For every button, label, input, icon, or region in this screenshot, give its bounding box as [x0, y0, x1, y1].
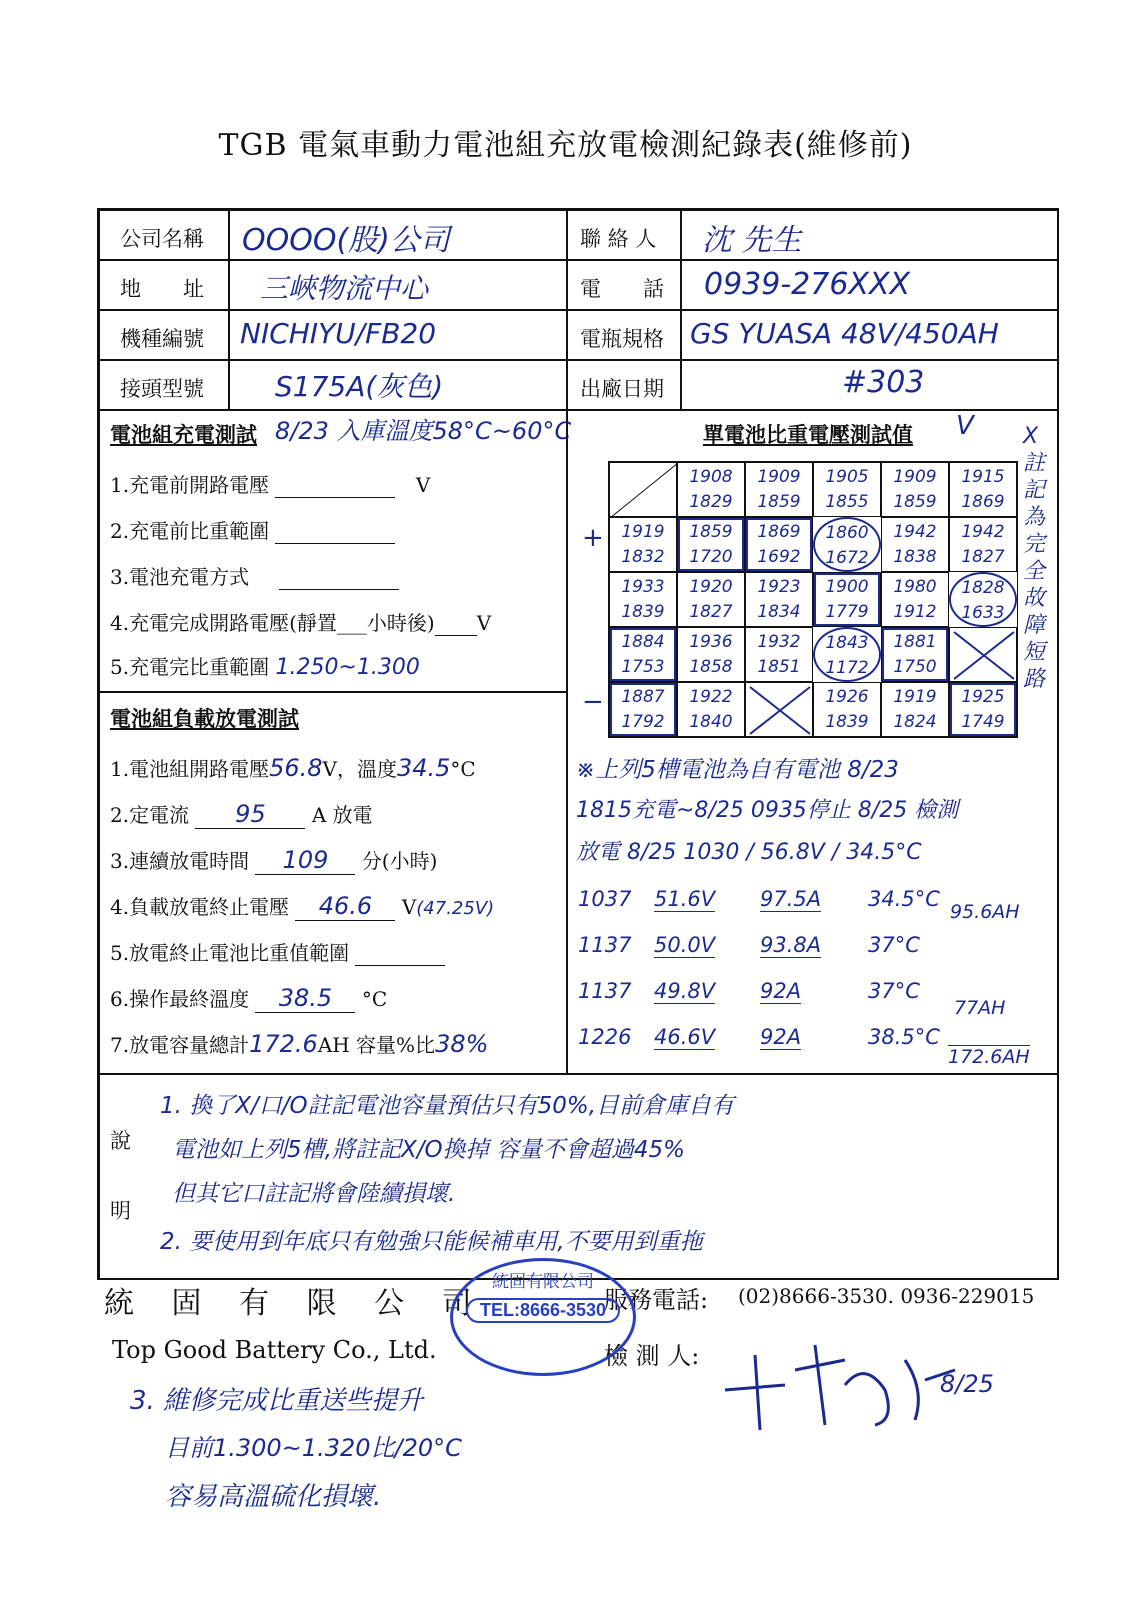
voltage-value: 1753 [621, 657, 665, 677]
side-note: X註記為完全故障短路 [1023, 424, 1046, 692]
company-label: 公司名稱 [120, 227, 204, 251]
seal-tel: TEL:8666-3530 [466, 1298, 620, 1323]
discharge-heading: 電池組負載放電測試 [110, 706, 299, 731]
model-value: NICHIYU/FB20 [240, 317, 437, 350]
specific-gravity-value: 1923 [757, 577, 801, 597]
discharge-item-7 [110, 1029, 488, 1058]
cell-grid [608, 461, 1018, 738]
voltage-value: 1859 [893, 492, 937, 512]
log-time: 1226 [578, 1025, 632, 1049]
specific-gravity-value: 1843 [825, 633, 869, 653]
plus-terminal-label: + [582, 523, 604, 553]
specific-gravity-value: 1942 [893, 522, 937, 542]
inspector-label: 檢 測 人: [604, 1342, 700, 1370]
log-t: 37°C [868, 933, 920, 957]
capacity-percent-value: 38% [435, 1030, 489, 1058]
signature-date: 8/25 [940, 1370, 994, 1398]
service-label: 服務電話: [604, 1286, 709, 1314]
voltage-value: 1633 [961, 603, 1005, 623]
specific-gravity-value: 1942 [961, 522, 1005, 542]
notes-section [99, 1074, 1059, 1280]
connector-value-cell [229, 360, 567, 410]
cell-reading [745, 627, 813, 682]
cell-reading [609, 627, 677, 682]
specific-gravity-value: 1933 [621, 577, 665, 597]
end-voltage-value: 46.6 [295, 892, 395, 921]
specific-gravity-value: 1909 [757, 467, 801, 487]
discharge-item-label: 2.定電流 [110, 803, 190, 827]
cell-reading [881, 572, 949, 627]
date-value-cell [681, 360, 1059, 410]
battery-value: GS YUASA 48V/450AH [690, 317, 999, 350]
unit: V，溫度 [322, 757, 397, 781]
cell-reading [745, 572, 813, 627]
voltage-value: 1859 [757, 492, 801, 512]
discharge-item-label: 6.操作最終溫度 [110, 987, 250, 1011]
cell-reading [677, 462, 745, 517]
voltage-value: 1779 [825, 602, 869, 622]
blank-line [355, 965, 445, 966]
cell-reading [881, 462, 949, 517]
note-1c: 但其它口註記將會陸續損壞. [172, 1181, 456, 1207]
charge-item-4 [110, 607, 491, 636]
log-sum-2: 77AH [954, 997, 1006, 1019]
open-voltage-value: 56.8 [269, 754, 323, 782]
notes-label-2: 明 [110, 1199, 131, 1223]
specific-gravity-value: 1859 [689, 522, 733, 542]
specific-gravity-value: 1932 [757, 632, 801, 652]
charge-item-5 [110, 651, 420, 680]
log-a: 97.5A [760, 887, 822, 911]
voltage-value: 1912 [893, 602, 937, 622]
voltage-value: 1749 [961, 712, 1005, 732]
discharge-item-label: 1.電池組開路電壓 [110, 757, 270, 781]
contact-label-cell [567, 210, 681, 260]
cell-reading [949, 572, 1017, 627]
cell-reading [949, 682, 1017, 737]
unit: AH 容量%比 [317, 1033, 436, 1057]
specific-gravity-value: 1919 [621, 522, 665, 542]
notes-label-1: 說 [110, 1129, 131, 1153]
specific-gravity-value: 1922 [689, 687, 733, 707]
voltage-value: 1827 [961, 547, 1005, 567]
grid-corner-cell [609, 462, 677, 517]
log-t: 38.5°C [868, 1025, 940, 1049]
blank-line [435, 635, 477, 636]
cell-reading [677, 627, 745, 682]
cell-reading [677, 572, 745, 627]
voltage-value: 1855 [825, 492, 869, 512]
charge-item-3 [110, 561, 399, 590]
specific-gravity-value: 1908 [689, 467, 733, 487]
unit: V [401, 895, 417, 919]
cell-reading [813, 682, 881, 737]
voltage-value: 1720 [689, 547, 733, 567]
date-value: #303 [842, 365, 925, 400]
unit: V [476, 611, 492, 635]
charge-item-label: 2.充電前比重範圍 [110, 519, 270, 543]
voltage-value: 1827 [689, 602, 733, 622]
log-time: 1137 [578, 979, 632, 1003]
discharge-item-label: 5.放電終止電池比重值範圍 [110, 941, 350, 965]
voltage-value: 1838 [893, 547, 937, 567]
voltage-value: 1829 [689, 492, 733, 512]
log-v: 49.8V [654, 979, 716, 1003]
cell-reading [881, 682, 949, 737]
seal-top-text: 統固有限公司 [492, 1272, 594, 1291]
company-value-cell [229, 210, 567, 260]
log-a: 92A [760, 979, 802, 1003]
contact-value: 沈 先生 [702, 223, 802, 258]
log-t: 34.5°C [868, 887, 940, 911]
voltage-value: 1869 [961, 492, 1005, 512]
log-sum-1: 95.6AH [950, 901, 1020, 923]
date-label-cell [567, 360, 681, 410]
specific-gravity-value: 1936 [689, 632, 733, 652]
voltage-value: 1834 [757, 602, 801, 622]
note-3b: 目前1.300~1.320比/20°C [165, 1434, 462, 1462]
capacity-value: 172.6 [249, 1030, 318, 1058]
voltage-value: 1750 [893, 657, 937, 677]
cell-reading [813, 517, 881, 572]
charge-item-label: 4.充電完成開路電壓(靜置___小時後) [110, 611, 435, 635]
blank-line [275, 497, 395, 498]
unit: V [415, 473, 431, 497]
discharge-item-4 [110, 891, 494, 921]
cell-heading: 單電池比重電壓測試值 [703, 422, 913, 447]
unit: A 放電 [311, 803, 373, 827]
specific-gravity-value: 1920 [689, 577, 733, 597]
log-line-2: 1815充電~8/25 0935停止 8/25 檢測 [576, 798, 959, 823]
phone-label: 電 話 [580, 277, 664, 301]
log-t: 37°C [868, 979, 920, 1003]
voltage-value: 1839 [621, 602, 665, 622]
log-time: 1137 [578, 933, 632, 957]
address-label: 地 址 [120, 277, 204, 301]
phone-value-cell [681, 260, 1059, 310]
page-title: TGB 電氣車動力電池組充放電檢測紀錄表(維修前) [218, 128, 913, 163]
log-v: 46.6V [654, 1025, 716, 1049]
discharge-item-label: 3.連續放電時間 [110, 849, 250, 873]
cell-reading [745, 462, 813, 517]
blank-line [275, 543, 395, 544]
note-1: 1. 換了X/口/O註記電池容量預估只有50%,目前倉庫自有 [160, 1093, 735, 1119]
phone-value: 0939-276XXX [704, 267, 911, 302]
voltage-value: 1692 [757, 547, 801, 567]
voltage-value: 1858 [689, 657, 733, 677]
cell-reading [813, 627, 881, 682]
charge-item-2 [110, 515, 395, 544]
specific-gravity-value: 1926 [825, 687, 869, 707]
company-value: OOOO(股)公司 [242, 223, 450, 258]
log-line-1: ※上列5槽電池為自有電池 8/23 [576, 757, 899, 783]
temperature-value: 34.5 [396, 754, 451, 782]
log-time: 1037 [578, 887, 632, 911]
specific-gravity-value: 1828 [961, 578, 1005, 598]
address-label-cell [99, 260, 229, 310]
charge-section [99, 410, 572, 692]
log-sum-3: 172.6AH [948, 1046, 1030, 1068]
phone-label-cell [567, 260, 681, 310]
current-value: 95 [195, 800, 305, 829]
address-value: 三峽物流中心 [260, 272, 429, 305]
note-3c: 容易高溫硫化損壞. [165, 1482, 382, 1512]
model-label: 機種編號 [120, 327, 204, 351]
company-label-cell [99, 210, 229, 260]
note-1b: 電池如上列5槽,將註記X/O換掉 容量不會超過45% [172, 1137, 685, 1163]
connector-value: S175A(灰色) [275, 370, 444, 403]
discharge-item-3 [110, 845, 437, 875]
note-3: 3. 維修完成比重送些提升 [130, 1386, 424, 1416]
log-v: 50.0V [654, 933, 716, 957]
contact-label: 聯 絡 人 [580, 227, 657, 251]
specific-gravity-value: 1860 [825, 523, 869, 543]
charge-heading: 電池組充電測試 [110, 422, 257, 447]
date-label: 出廠日期 [580, 377, 664, 401]
discharge-item-1 [110, 753, 476, 782]
contact-value-cell [681, 210, 1059, 260]
record-sheet [97, 208, 1059, 1280]
discharge-item-5 [110, 937, 445, 966]
final-temp-value: 38.5 [255, 984, 355, 1013]
model-value-cell [229, 310, 567, 360]
cell-reading [813, 462, 881, 517]
charge-heading-note: 8/23 入庫溫度58°C~60°C [275, 417, 572, 445]
specific-gravity-value: 1905 [825, 467, 869, 487]
charge-range-value: 1.250~1.300 [275, 655, 420, 680]
cell-reading [881, 517, 949, 572]
note-2: 2. 要使用到年底只有勉強只能候補車用,不要用到重拖 [160, 1229, 703, 1255]
voltage-value: 1832 [621, 547, 665, 567]
company-seal [450, 1258, 636, 1376]
service-value: (02)8666-3530. 0936-229015 [738, 1284, 1035, 1308]
battery-label: 電瓶規格 [580, 327, 664, 351]
voltage-value: 1839 [825, 712, 869, 732]
failed-cell-x [745, 682, 813, 737]
charge-item-label: 5.充電完比重範圍 [110, 655, 270, 679]
log-line-3: 放電 8/25 1030 / 56.8V / 34.5°C [576, 840, 922, 865]
specific-gravity-value: 1881 [893, 632, 937, 652]
blank-line [279, 589, 399, 590]
discharge-item-label: 7.放電容量總計 [110, 1033, 250, 1057]
connector-label: 接頭型號 [120, 377, 204, 401]
log-a: 92A [760, 1025, 802, 1049]
specific-gravity-value: 1884 [621, 632, 665, 652]
cell-reading [949, 517, 1017, 572]
charge-item-1 [110, 469, 430, 498]
footer-company-en: Top Good Battery Co., Ltd. [112, 1336, 437, 1364]
specific-gravity-value: 1869 [757, 522, 801, 542]
voltage-value: 1792 [621, 712, 665, 732]
specific-gravity-value: 1919 [893, 687, 937, 707]
battery-label-cell [567, 310, 681, 360]
cell-reading [745, 517, 813, 572]
end-voltage-note: (47.25V) [416, 898, 495, 919]
voltage-value: 1840 [689, 712, 733, 732]
cell-reading [677, 517, 745, 572]
specific-gravity-value: 1925 [961, 687, 1005, 707]
voltage-value: 1672 [825, 548, 869, 568]
cell-reading [677, 682, 745, 737]
duration-value: 109 [255, 846, 355, 875]
discharge-item-6 [110, 983, 387, 1013]
specific-gravity-value: 1980 [893, 577, 937, 597]
voltage-value: 1851 [757, 657, 801, 677]
cell-reading [609, 572, 677, 627]
minus-terminal-label: − [582, 687, 604, 717]
unit: °C [361, 987, 388, 1011]
log-a: 93.8A [760, 933, 822, 957]
cell-reading [609, 682, 677, 737]
charge-item-label: 3.電池充電方式 [110, 565, 250, 589]
battery-value-cell [681, 310, 1059, 360]
address-value-cell [229, 260, 567, 310]
connector-label-cell [99, 360, 229, 410]
specific-gravity-value: 1909 [893, 467, 937, 487]
voltage-value: 1824 [893, 712, 937, 732]
voltage-value: 1172 [825, 658, 869, 678]
discharge-item-2 [110, 799, 373, 829]
cell-reading [949, 462, 1017, 517]
unit: °C [450, 757, 476, 781]
footer-company-cn: 統 固 有 限 公 司 [104, 1286, 486, 1321]
discharge-section [99, 692, 567, 1074]
cell-reading [609, 517, 677, 572]
cell-test-section [567, 410, 1059, 1074]
unit: 分(小時) [361, 849, 438, 873]
specific-gravity-value: 1887 [621, 687, 665, 707]
discharge-item-label: 4.負載放電終止電壓 [110, 895, 290, 919]
log-v: 51.6V [654, 887, 716, 911]
model-label-cell [99, 310, 229, 360]
cell-reading [813, 572, 881, 627]
cell-reading [881, 627, 949, 682]
specific-gravity-value: 1915 [961, 467, 1005, 487]
cell-heading-mark: V [956, 411, 974, 441]
charge-item-label: 1.充電前開路電壓 [110, 473, 270, 497]
specific-gravity-value: 1900 [825, 577, 869, 597]
failed-cell-x [949, 627, 1017, 682]
